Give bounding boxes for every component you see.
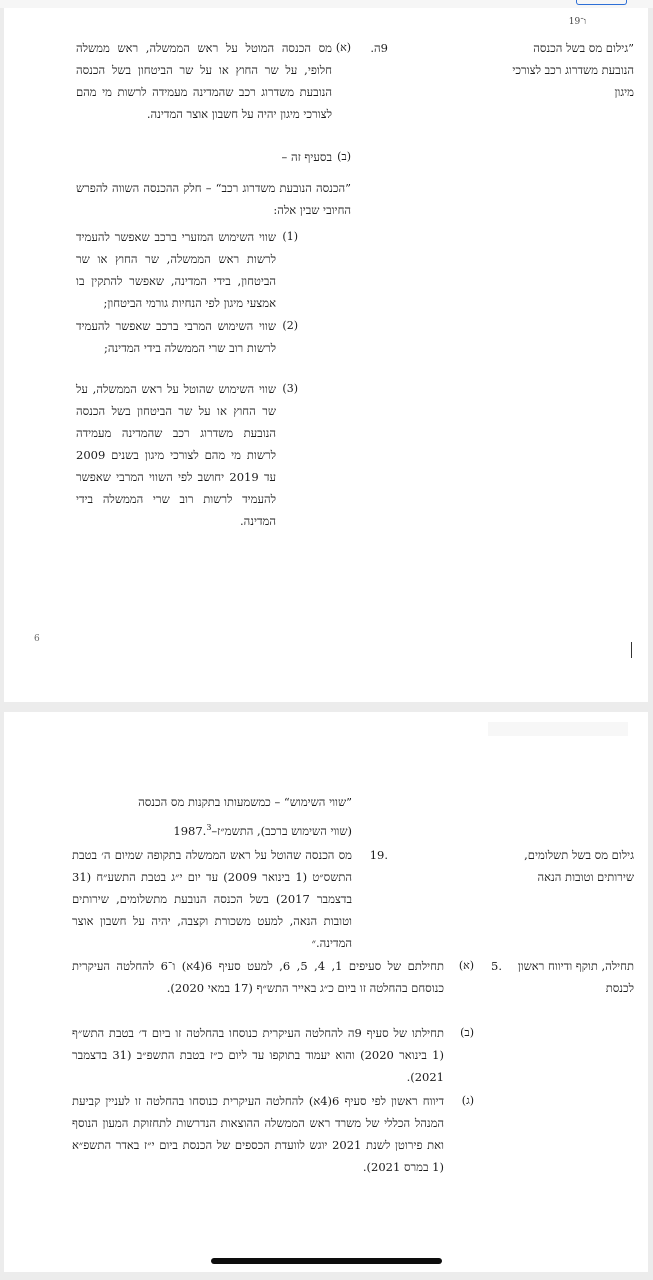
clause-5b-marker: (ב) [460,1026,474,1039]
document-page-1 [4,8,648,702]
document-page-2 [4,712,648,1272]
page-header-number: ו־19 [568,17,586,27]
section-9h-title: ”גילום מס בשל הכנסה הנובעת משדרוג רכב לצורכי מיגון [512,41,634,99]
clause-b-text: בסעיף זה – [281,150,332,164]
section-19-number: 19. [369,848,388,862]
section-19-title: גילום מס בשל תשלומים, שירותים וטובות הנאה [524,848,634,884]
item-1-text: שווי השימוש המזערי ברכב שאפשר להעמיד לרשות ראש הממשלה, שר החוץ או שר הביטחון, בידי המדינה, שאפשר להתקין בו אמצעי מיגון לפי הנחיות גורמי הביטחון; [76,230,276,310]
item-3-text: שווי השימוש שהוטל על ראש הממשלה, על שר החוץ או על שר הביטחון בשל הכנסה הנובעת משדרוג רכב שהמדינה מעמידה לרשות מי מהם לצורכי מיגון בשנים 2009 עד 2019 יחושב לפי השווי המרבי שאפשר להעמיד לרשות רוב שרי הממשלה בידי המדינה. [76,382,276,528]
clause-5c-marker: (ג) [461,1094,474,1107]
item-2-text: שווי השימוש המרבי ברכב שאפשר להעמיד לרשות רוב שרי הממשלה בידי המדינה; [76,319,276,355]
clause-5c-text: דיווח ראשון לפי סעיף 6(4א) להחלטה העיקרית כנוסחו בהחלטה זו לעניין קביעת המנהל הכללי של משרד ראש הממשלה ההוצאות הנדרשות לתחזוקת המעון הנוסף ואת פירוטן לשנת 2021 יוגש לוועדת הכספים של הכנסת ביום י״ז באדר התשפ״א (1 במרס 2021). [72,1094,444,1174]
section-19-text: מס הכנסה שהוטל על ראש הממשלה בתקופה שמיום ה׳ בטבת התשס״ט (1 בינואר 2009) עד יום י״ג בטבת התשע״ח (31 בדצמבר 2017) בשל הכנסה הנובעת מתשלומים, שירותים וטובות הנאה, למעט משכורת וקצבה, יהיה על חשבון אוצר המדינה.״ [72,848,352,950]
item-3-marker: (3) [282,382,298,395]
section-9h-number: 9ה. [370,41,388,55]
section-5-number: 5. [491,959,502,973]
clause-b-marker: (ב) [337,150,351,163]
definition-usage-value-line-2 [72,817,352,842]
text-cursor [631,642,632,658]
section-5-title: תחילה, תוקף ודיווח ראשון לכנסת [517,959,634,995]
definition-usage-value-citation: (שווי השימוש ברכב), התשמ״ז–1987. [173,823,352,838]
clause-5a-marker: (א) [458,959,474,972]
item-2-marker: (2) [282,319,298,332]
item-1-marker: (1) [282,230,298,243]
clause-5a-text: תחילתם של סעיפים 1, 4, 5, 6, למעט סעיף 6(4א) ו־6 להחלטה העיקרית כנוסחם בהחלטה זו ביום כ״ג באייר התש״ף (17 במאי 2020). [72,959,444,995]
definition-text: ”הכנסה הנובעת משדרוג רכב“ – חלק ההכנסה השווה להפרש החיובי שבין אלה: [76,181,351,217]
viewer-action-button[interactable] [576,0,627,5]
footnote-marker: 3 [206,823,212,832]
home-indicator[interactable] [211,1258,442,1264]
clause-a-marker: (א) [335,41,351,54]
faded-header [488,722,628,736]
clause-a-text: מס הכנסה המוטל על ראש הממשלה, ראש ממשלה חלופי, על שר החוץ או על שר הביטחון בשל הכנסה הנובעת משדרוג רכב שהמדינה מעמידה לרשות מי מהם לצורכי מיגון יהיה על חשבון אוצר המדינה. [76,41,332,121]
definition-usage-value-line-1: ”שווי השימוש“ – כמשמעותו בתקנות מס הכנסה [138,795,352,809]
page-footer-number: 6 [34,634,40,644]
viewer-top-bar [0,0,653,8]
clause-5b-text: תחילתו של סעיף 9ה להחלטה העיקרית כנוסחו בהחלטה זו ביום ד׳ בטבת התש״ף (1 בינואר 2020) והוא יעמוד בתוקפו עד ליום כ״ז בטבת התשפ״ב (31 בדצמבר 2021). [72,1026,445,1084]
